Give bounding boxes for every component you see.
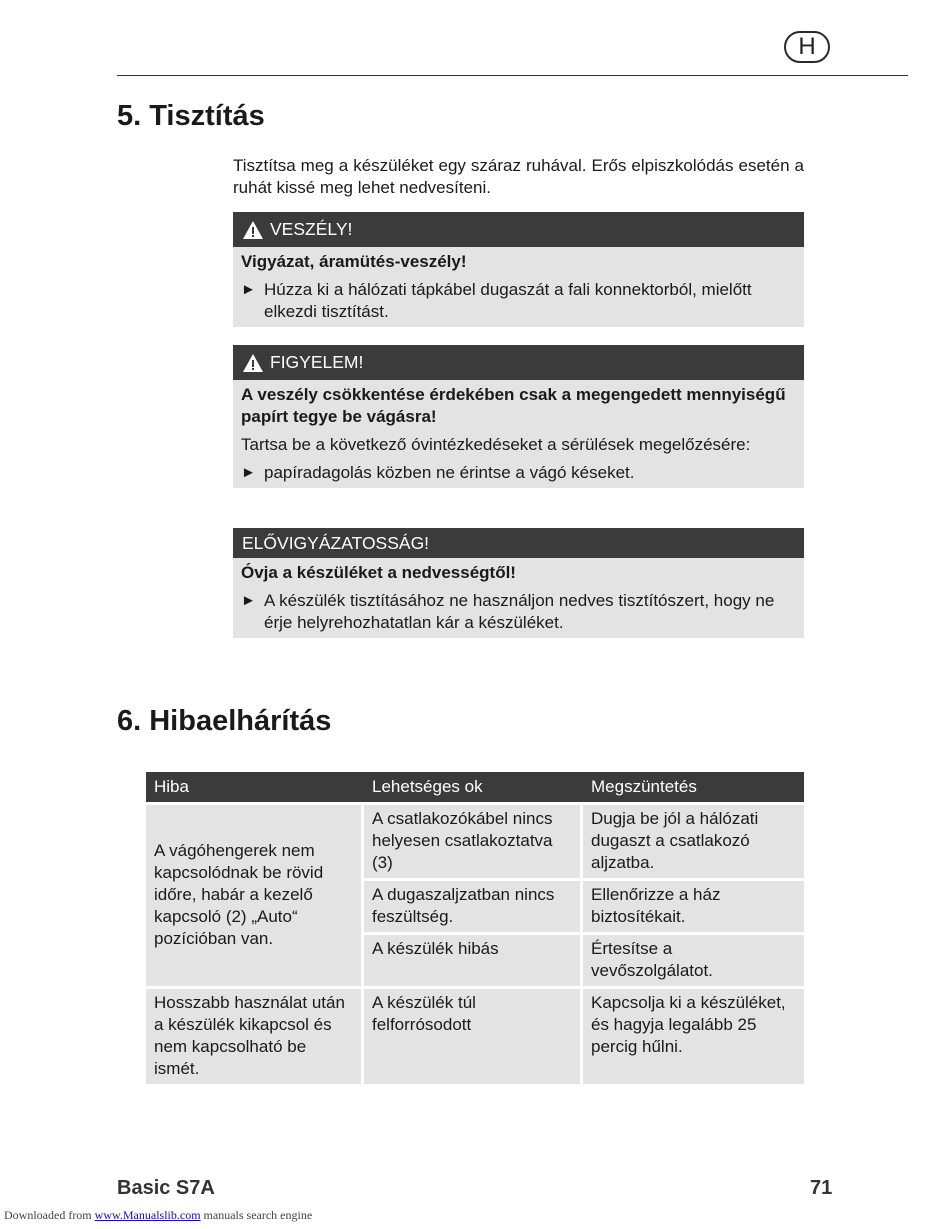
table-row xyxy=(146,986,804,1084)
bullet-arrow-icon: ► xyxy=(241,281,256,298)
attention-notice-header xyxy=(233,345,804,380)
attention-bullet-text: papíradagolás közben ne érintse a vágó késeket. xyxy=(264,463,635,482)
warning-triangle-icon xyxy=(242,353,264,373)
header-rule xyxy=(117,75,908,76)
attention-notice xyxy=(233,345,804,488)
danger-headline: Vigyázat, áramütés-veszély! xyxy=(241,252,467,271)
remedy-cell: Értesítse a vevőszolgálatot. xyxy=(583,932,804,986)
warning-triangle-icon xyxy=(242,220,264,240)
caution-headline: Óvja a készüléket a nedvességtől! xyxy=(241,563,516,582)
cause-cell: A készülék túl felforrósodott xyxy=(364,986,583,1084)
danger-notice xyxy=(233,212,804,327)
table-header-row xyxy=(146,772,804,802)
cause-cell: A csatlakozókábel nincs helyesen csatlakoztatva (3) xyxy=(364,802,583,878)
danger-notice-header xyxy=(233,212,804,247)
danger-bullet-text: Húzza ki a hálózati tápkábel dugaszát a fali konnektorból, mielőtt elkezdi tisztítást. xyxy=(264,280,752,321)
column-header-remedy: Megszüntetés xyxy=(583,772,804,802)
table-row xyxy=(146,802,804,878)
attention-text: Tartsa be a következő óvintézkedéseket a sérülések megelőzésére: xyxy=(241,435,751,454)
caution-notice xyxy=(233,528,804,638)
caution-bullet-text: A készülék tisztításához ne használjon nedves tisztítószert, hogy ne érje helyrehozhatatlan kár a készüléket. xyxy=(264,591,775,632)
fault-cell: Hosszabb használat után a készülék kikapcsol és nem kapcsolható be ismét. xyxy=(146,986,364,1084)
troubleshooting-table xyxy=(146,772,804,1084)
fault-cell: A vágóhengerek nem kapcsolódnak be rövid időre, habár a kezelő kapcsoló (2) „Auto“ pozícióban van. xyxy=(146,802,364,986)
cause-cell: A készülék hibás xyxy=(364,932,583,986)
cause-cell: A dugaszaljzatban nincs feszültség. xyxy=(364,878,583,932)
attention-bullet xyxy=(241,462,796,484)
download-prefix: Downloaded from xyxy=(4,1208,92,1222)
danger-label: VESZÉLY! xyxy=(270,219,353,239)
remedy-cell: Dugja be jól a hálózati dugaszt a csatlakozó aljzatba. xyxy=(583,802,804,878)
attention-label: FIGYELEM! xyxy=(270,352,364,372)
language-badge: H xyxy=(784,31,830,63)
footer-product-name: Basic S7A xyxy=(117,1177,215,1199)
bullet-arrow-icon: ► xyxy=(241,592,256,609)
attention-headline: A veszély csökkentése érdekében csak a megengedett mennyiségű papírt tegye be vágásra! xyxy=(241,385,786,426)
danger-bullet xyxy=(241,279,796,323)
bullet-arrow-icon: ► xyxy=(241,464,256,481)
column-header-cause: Lehetséges ok xyxy=(364,772,583,802)
download-note xyxy=(4,1208,312,1223)
section-title-troubleshooting: 6. Hibaelhárítás xyxy=(117,705,332,737)
download-suffix: manuals search engine xyxy=(203,1208,313,1222)
caution-label: ELŐVIGYÁZATOSSÁG! xyxy=(242,533,430,553)
cleaning-intro: Tisztítsa meg a készüléket egy száraz ruhával. Erős elpiszkolódás esetén a ruhát kissé meg lehet nedvesíteni. xyxy=(233,156,804,197)
section-title-cleaning: 5. Tisztítás xyxy=(117,100,265,132)
footer-page-number: 71 xyxy=(810,1177,833,1199)
caution-bullet xyxy=(241,590,796,634)
manualslib-link[interactable]: www.Manualslib.com xyxy=(94,1208,201,1222)
caution-notice-header xyxy=(233,528,804,558)
remedy-cell: Kapcsolja ki a készüléket, és hagyja legalább 25 percig hűlni. xyxy=(583,986,804,1084)
column-header-fault: Hiba xyxy=(146,772,364,802)
remedy-cell: Ellenőrizze a ház biztosítékait. xyxy=(583,878,804,932)
